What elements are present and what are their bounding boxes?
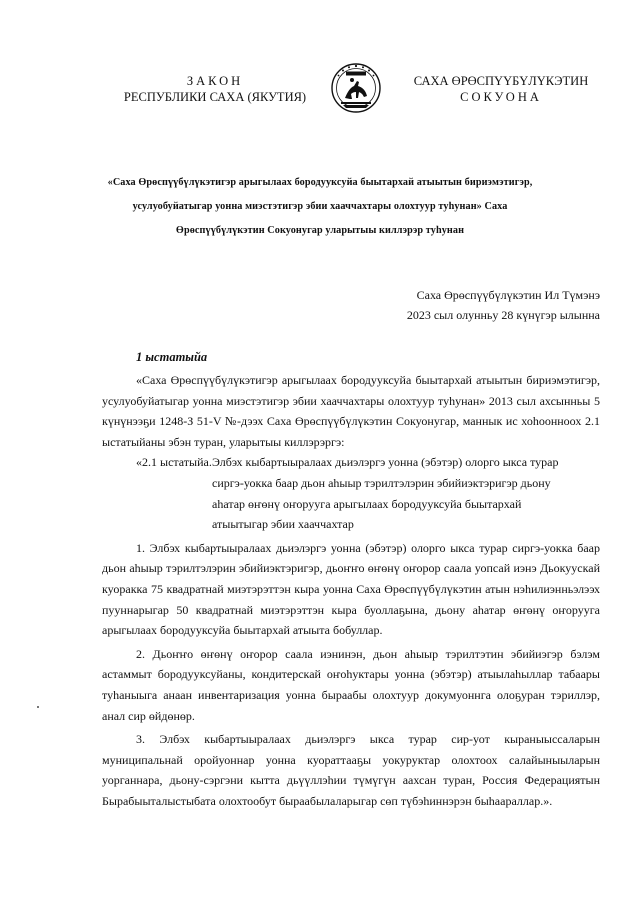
header-left-block (112, 73, 318, 105)
header-law-word-sakha: СОКУОНА (460, 90, 542, 104)
header-right-block (406, 73, 596, 105)
adoption-date: 2023 сыл олунньу 28 күнүгэр ылынна (406, 308, 600, 322)
quoted-article-title-line: аһатар өҥөнү оҥорууга арыгылаах бородууксуйа быытархай (212, 496, 522, 511)
adoption-body: Саха Өрөспүүбүлүкэтин Ил Түмэнэ (416, 288, 600, 302)
header-law-word: ЗАКОН (186, 74, 244, 88)
article-heading: 1 ыстатыйа (136, 350, 208, 364)
adoption-block (340, 285, 600, 325)
quoted-article-title-line: Элбэх кыбартыыралаах дьиэлэргэ уонна (эбэтэр) олорго ыкса турар (212, 455, 559, 470)
document-body (102, 370, 600, 811)
header-republic-name-ru: РЕСПУБЛИКИ САХА (ЯКУТИЯ) (123, 90, 307, 104)
document-title: «Саха Өрөспүүбүлүкэтигэр арыгылаах бородууксуйа быытархай атыытын бириэмэтигэр, усулуобуйатыгар уонна миэстэтигэр эбии хааччахтары олохтуур туһунан» Саха Өрөспүүбүлүкэтин Сокуонугар уларытыы киллэрэр туһунан (107, 177, 533, 236)
scan-speck (37, 706, 39, 708)
quoted-article-label: «2.1 ыстатыйа. (136, 455, 212, 470)
paragraph-3: 3. Элбэх кыбартыыралаах дьиэлэргэ ыкса турар сир-уот кыраныыссаларын муниципальнай оройуоннар уонна куораттааҕы уокуруктар олохтоох салайыныыларын уорганнара, дьону-сэргэни кыттa дьүүллэһии түмүгүн аахсан туран, Россия Федерациятын Бырабыыталыстыбата олохтообут быраабылаларыгар сөп түбэһиннэрэн быһаараллар.». (102, 732, 600, 808)
quoted-article-heading (102, 452, 600, 534)
header-republic-name-sakha: САХА ӨРӨСПҮҮБҮЛҮКЭТИН (413, 74, 589, 88)
coat-of-arms-emblem-icon (331, 62, 381, 114)
quoted-article-title (212, 452, 600, 534)
quoted-article-title-line: сиргэ-уокка баар дьон аһыыр тэрилтэлэрин эбийиэктэригэр дьону (212, 475, 551, 490)
paragraph-1: 1. Элбэх кыбартыыралаах дьиэлэргэ уонна (эбэтэр) олорго ыкса турар сиргэ-уокка баар дьон аһыыр тэрилтэлэрин эбийиэктэригэр, дьоҥҥо өҥөнү оҥорор саала уопсай иэнэ Дьокуускай куоракка 75 квадратнай миэтэрэттэн кыра уонна Саха Өрөспүүбүлүкэтин атын нэһилиэнньэлээх пууннарыгар 50 квадратнай миэтэрэттэн кыра буоллаҕына, дьону аһатар өҥөнү оҥорууга арыгылаах бородууксуйа быытархай атыыта бобуллар. (102, 540, 600, 638)
quoted-article-title-line: атыытыгар эбии хааччахтар (212, 517, 354, 532)
paragraph-2: 2. Дьоҥҥо өҥөнү оҥорор саала иэнинэн, дьон аһыыр тэрилтэтин эбийиэгэр бэлэм астаммыт бородууксуйаны, кондитерскай оҥоһуктары уонна (эбэтэр) атыылаһыллар табаары туһаныыга анаан инвентаризация уонна быраабы олохтуур докумуоннга олоҕуран тэриллэр, анал сир өйдөнөр. (102, 646, 600, 723)
intro-paragraph: «Саха Өрөспүүбүлүкэтигэр арыгылаах бородууксуйа быытархай атыытын бириэмэтигэр, усулуобуйатыгар уонна миэстэтигэр эбии хааччахтары олохтуур туһунан» 2013 сыл ахсынньы 5 күнүнээҕи 1248-З 51-V №-дээх Саха Өрөспүүбүлүкэтин Сокуонугар, маннык ис хоһоонноох 2.1 ыстатыйаны эбэн туран, уларытыы киллэрэргэ: (102, 373, 600, 449)
